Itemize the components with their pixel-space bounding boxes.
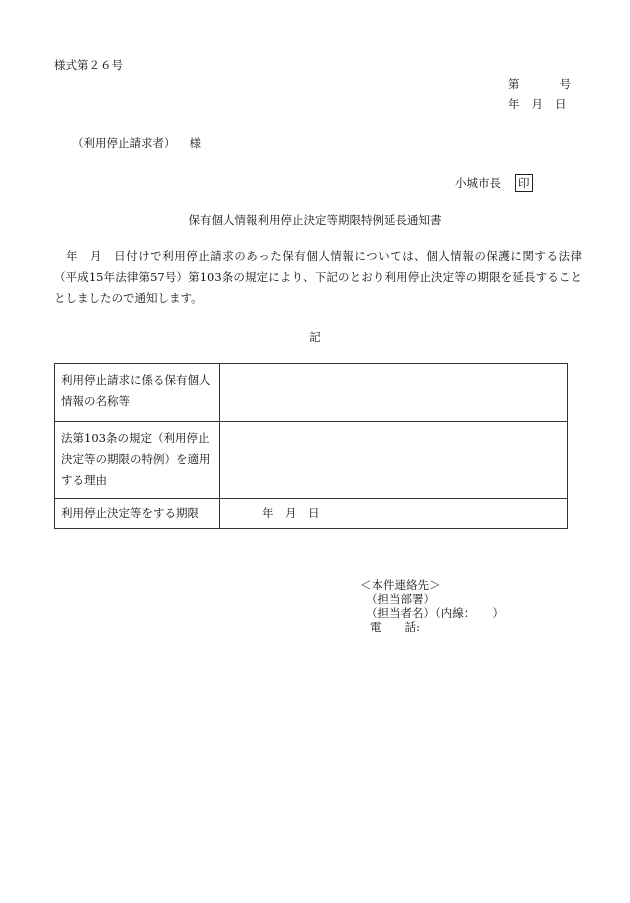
form-number: 様式第２６号 — [54, 58, 123, 72]
table-row — [55, 422, 568, 499]
issuer — [455, 174, 533, 192]
issuer-name: 小城市長 — [455, 176, 501, 190]
contact-person: （担当者名）（内線： ） — [366, 606, 504, 620]
row-value: 年 月 日 — [220, 499, 568, 529]
contact-block — [360, 578, 504, 634]
contact-phone: 電 話: — [370, 620, 420, 634]
addressee-honorific: 様 — [189, 136, 201, 150]
ki-heading: 記 — [309, 330, 321, 344]
doc-number-suffix: 号 — [559, 77, 571, 91]
contact-heading: ＜本件連絡先＞ — [360, 578, 441, 592]
row-label: 法第103条の規定（利用停止決定等の期限の特例）を適用する理由 — [55, 422, 220, 499]
row-label: 利用停止決定等をする期限 — [55, 499, 220, 529]
row-value — [220, 422, 568, 499]
row-value — [220, 364, 568, 422]
addressee-name: （利用停止請求者） — [72, 136, 176, 150]
document-title: 保有個人情報利用停止決定等期限特例延長通知書 — [188, 213, 442, 227]
table-row — [55, 364, 568, 422]
addressee — [72, 135, 201, 151]
contact-department: （担当部署） — [366, 592, 435, 606]
row-label: 利用停止請求に係る保有個人情報の名称等 — [55, 364, 220, 422]
doc-number-prefix: 第 — [508, 77, 520, 91]
table-row — [55, 499, 568, 529]
document-date-line — [508, 96, 567, 112]
date-year: 年 — [508, 97, 520, 111]
body-paragraph: 年 月 日付けで利用停止請求のあった保有個人情報については、個人情報の保護に関する法律（平成15年法律第57号）第103条の規定により、下記のとおり利用停止決定等の期限を延長することとしましたので通知します。 — [54, 249, 582, 305]
date-day: 日 — [555, 97, 567, 111]
details-table — [54, 363, 568, 529]
seal-mark: 印 — [515, 174, 533, 192]
date-month: 月 — [531, 97, 543, 111]
document-number-line — [508, 76, 571, 92]
